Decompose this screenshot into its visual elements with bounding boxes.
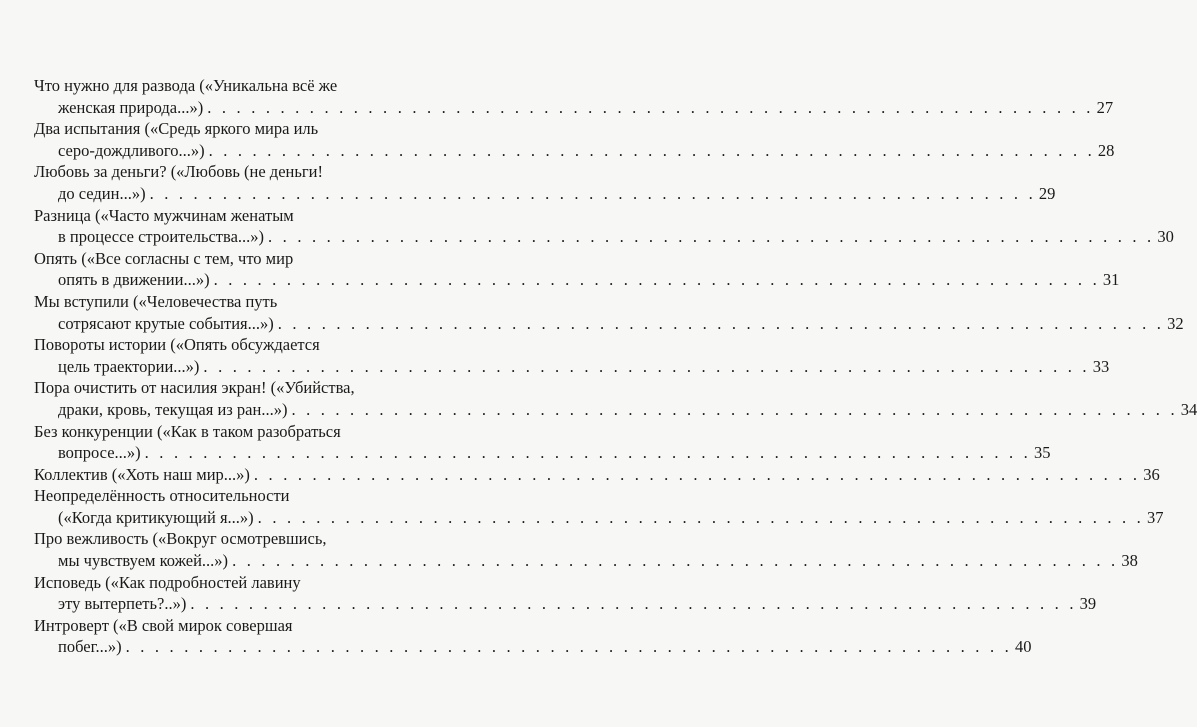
toc-entry-title: Любовь за деньги? («Любовь (не деньги! [34, 162, 323, 182]
toc-page-number: 32 [1167, 313, 1184, 333]
toc-page-number: 35 [1033, 443, 1051, 463]
toc-page-number: 29 [1038, 183, 1056, 203]
toc-entry-title-continued: эту вытерпеть?..») [58, 594, 187, 614]
toc-entry-title: Про вежливость («Вокруг осмотревшись, [34, 529, 327, 549]
table-of-contents [34, 75, 1197, 658]
toc-page-number: 27 [1096, 97, 1114, 117]
toc-entry [34, 485, 1164, 528]
dot-leader: . . . . . . . . . . . . . . . . . . . . . . . . . . . . . . . . . . . . . . . . . . . . . . . . . . . . . . . . . . . . . [232, 551, 1119, 571]
toc-entry-title-continued: опять в движении...») [58, 270, 210, 290]
toc-page-number: 34 [1180, 399, 1197, 419]
toc-entry [34, 118, 1115, 161]
toc-entry-title: Опять («Все согласны с тем, что мир [34, 248, 294, 268]
toc-page-number: 36 [1143, 464, 1160, 484]
toc-page-number: 40 [1014, 637, 1032, 657]
toc-entry [34, 377, 1197, 420]
toc-entry [34, 205, 1174, 248]
toc-entry-title: Коллектив («Хоть наш мир...») [34, 464, 250, 484]
dot-leader: . . . . . . . . . . . . . . . . . . . . . . . . . . . . . . . . . . . . . . . . . . . . . . . . . . . . . . . . . . . . . [144, 443, 1031, 463]
toc-entry-title: Интроверт («В свой мирок совершая [34, 615, 293, 635]
toc-page-number: 38 [1121, 551, 1138, 571]
dot-leader: . . . . . . . . . . . . . . . . . . . . . . . . . . . . . . . . . . . . . . . . . . . . . . . . . . . . . . . . . . . . . [149, 183, 1036, 203]
toc-entry [34, 615, 1032, 658]
dot-leader: . . . . . . . . . . . . . . . . . . . . . . . . . . . . . . . . . . . . . . . . . . . . . . . . . . . . . . . . . . . . . [213, 270, 1100, 290]
toc-entry-title-continued: до седин...») [58, 183, 146, 203]
toc-entry [34, 291, 1184, 334]
toc-entry-title-continued: драки, кровь, текущая из ран...») [58, 399, 288, 419]
toc-entry-title-continued: серо-дождливого...») [58, 140, 205, 160]
toc-page-number: 28 [1097, 140, 1115, 160]
dot-leader: . . . . . . . . . . . . . . . . . . . . . . . . . . . . . . . . . . . . . . . . . . . . . . . . . . . . . . . . . . . . . [125, 637, 1012, 657]
dot-leader: . . . . . . . . . . . . . . . . . . . . . . . . . . . . . . . . . . . . . . . . . . . . . . . . . . . . . . . . . . . . . [208, 140, 1095, 160]
toc-entry [34, 572, 1097, 615]
toc-page-number: 37 [1147, 507, 1164, 527]
toc-entry [34, 464, 1160, 486]
toc-entry-title-continued: цель траектории...») [58, 356, 200, 376]
toc-entry-title-continued: в процессе строительства...») [58, 227, 265, 247]
toc-entry-title: Мы вступили («Человечества путь [34, 291, 278, 311]
dot-leader: . . . . . . . . . . . . . . . . . . . . . . . . . . . . . . . . . . . . . . . . . . . . . . . . . . . . . . . . . . . . . [277, 313, 1165, 333]
toc-entry [34, 528, 1138, 571]
dot-leader: . . . . . . . . . . . . . . . . . . . . . . . . . . . . . . . . . . . . . . . . . . . . . . . . . . . . . . . . . . . . . [291, 399, 1178, 419]
toc-entry-title: Без конкуренции («Как в таком разобраться [34, 421, 341, 441]
toc-page-number: 33 [1092, 356, 1110, 376]
toc-entry-title: Исповедь («Как подробностей лавину [34, 572, 301, 592]
toc-page-number: 39 [1079, 594, 1097, 614]
dot-leader: . . . . . . . . . . . . . . . . . . . . . . . . . . . . . . . . . . . . . . . . . . . . . . . . . . . . . . . . . . . . . [207, 97, 1094, 117]
toc-entry-title-continued: сотрясают крутые события...») [58, 313, 274, 333]
toc-page-number: 31 [1102, 270, 1120, 290]
toc-entry [34, 334, 1110, 377]
dot-leader: . . . . . . . . . . . . . . . . . . . . . . . . . . . . . . . . . . . . . . . . . . . . . . . . . . . . . . . . . . . . . [253, 464, 1141, 484]
toc-entry-title: Неопределённость относительности [34, 486, 290, 506]
toc-entry-title: Повороты истории («Опять обсуждается [34, 335, 320, 355]
toc-entry-title-continued: побег...») [58, 637, 122, 657]
toc-entry [34, 421, 1051, 464]
toc-entry [34, 75, 1114, 118]
toc-entry [34, 248, 1120, 291]
dot-leader: . . . . . . . . . . . . . . . . . . . . . . . . . . . . . . . . . . . . . . . . . . . . . . . . . . . . . . . . . . . . . [268, 227, 1155, 247]
toc-entry-title-continued: («Когда критикующий я...») [58, 507, 254, 527]
toc-entry [34, 161, 1056, 204]
dot-leader: . . . . . . . . . . . . . . . . . . . . . . . . . . . . . . . . . . . . . . . . . . . . . . . . . . . . . . . . . . . . . [203, 356, 1090, 376]
toc-page-number: 30 [1157, 227, 1174, 247]
toc-entry-title-continued: мы чувствуем кожей...») [58, 551, 229, 571]
dot-leader: . . . . . . . . . . . . . . . . . . . . . . . . . . . . . . . . . . . . . . . . . . . . . . . . . . . . . . . . . . . . . [257, 507, 1144, 527]
toc-entry-title: Разница («Часто мужчинам женатым [34, 205, 294, 225]
dot-leader: . . . . . . . . . . . . . . . . . . . . . . . . . . . . . . . . . . . . . . . . . . . . . . . . . . . . . . . . . . . . . [190, 594, 1077, 614]
toc-entry-title: Что нужно для развода («Уникальна всё же [34, 76, 338, 95]
toc-entry-title-continued: женская природа...») [58, 97, 204, 117]
toc-entry-title-continued: вопросе...») [58, 443, 141, 463]
toc-entry-title: Два испытания («Средь яркого мира иль [34, 119, 319, 139]
toc-entry-title: Пора очистить от насилия экран! («Убийства, [34, 378, 355, 398]
